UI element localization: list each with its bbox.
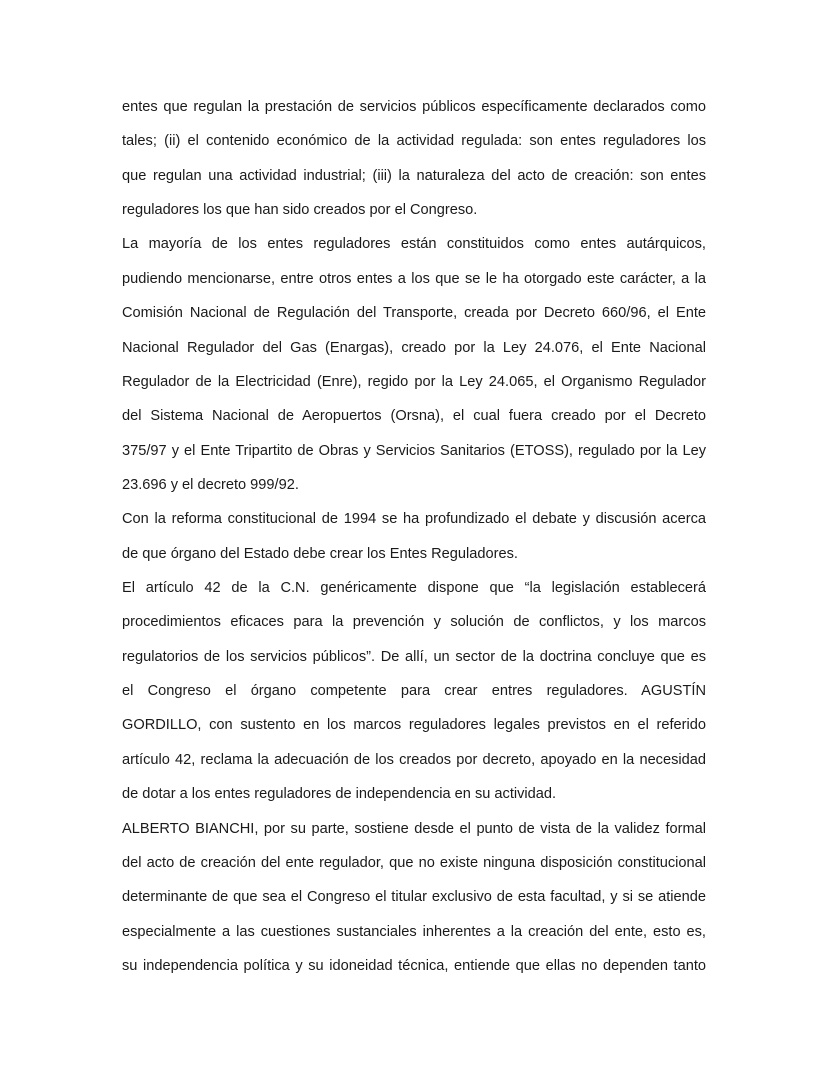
body-text [122,93,706,986]
text-line: de dotar a los entes reguladores de independencia en su actividad. [122,786,557,803]
text-line: del acto de creación del ente regulador, que no existe ninguna disposición constitucional [122,854,706,871]
text-line: regulatorios de los servicios públicos”. De allí, un sector de la doctrina concluye que es [122,648,706,665]
text-line: que regulan una actividad industrial; (iii) la naturaleza del acto de creación: son entes [122,167,706,184]
text-line: Regulador de la Electricidad (Enre), regido por la Ley 24.065, el Organismo Regulador [122,373,706,390]
text-line: entes que regulan la prestación de servicios públicos específicamente declarados como [122,99,706,115]
text-line: su independencia política y su idoneidad técnica, entiende que ellas no dependen tanto [122,957,706,974]
text-line: ALBERTO BIANCHI, por su parte, sostiene desde el punto de vista de la validez formal [122,820,706,837]
text-line: reguladores los que han sido creados por el Congreso. [122,202,478,219]
text-line: tales; (ii) el contenido económico de la actividad regulada: son entes reguladores los [122,133,706,150]
text-line: procedimientos eficaces para la prevención y solución de conflictos, y los marcos [122,614,706,631]
text-line: determinante de que sea el Congreso el titular exclusivo de esta facultad, y si se atiende [122,889,706,906]
text-line: 375/97 y el Ente Tripartito de Obras y Servicios Sanitarios (ETOSS), regulado por la Ley [122,442,706,459]
text-line: artículo 42, reclama la adecuación de los creados por decreto, apoyado en la necesidad [122,751,706,768]
text-line: de que órgano del Estado debe crear los Entes Reguladores. [122,545,518,562]
text-line: el Congreso el órgano competente para crear entres reguladores. AGUSTÍN [122,683,706,700]
text-line: GORDILLO, con sustento en los marcos reguladores legales previstos en el referido [122,717,706,734]
text-line: especialmente a las cuestiones sustanciales inherentes a la creación del ente, esto es, [122,923,706,940]
text-line: Con la reforma constitucional de 1994 se ha profundizado el debate y discusión acerca [122,511,706,528]
text-line: 23.696 y el decreto 999/92. [122,476,299,493]
text-line: Comisión Nacional de Regulación del Transporte, creada por Decreto 660/96, el Ente [122,305,706,322]
text-line: del Sistema Nacional de Aeropuertos (Orsna), el cual fuera creado por el Decreto [122,408,706,425]
text-line: La mayoría de los entes reguladores están constituidos como entes autárquicos, [122,236,706,253]
text-line: pudiendo mencionarse, entre otros entes a los que se le ha otorgado este carácter, a la [122,270,706,287]
text-line: El artículo 42 de la C.N. genéricamente dispone que “la legislación establecerá [122,580,706,597]
text-line: Nacional Regulador del Gas (Enargas), creado por la Ley 24.076, el Ente Nacional [122,339,706,356]
